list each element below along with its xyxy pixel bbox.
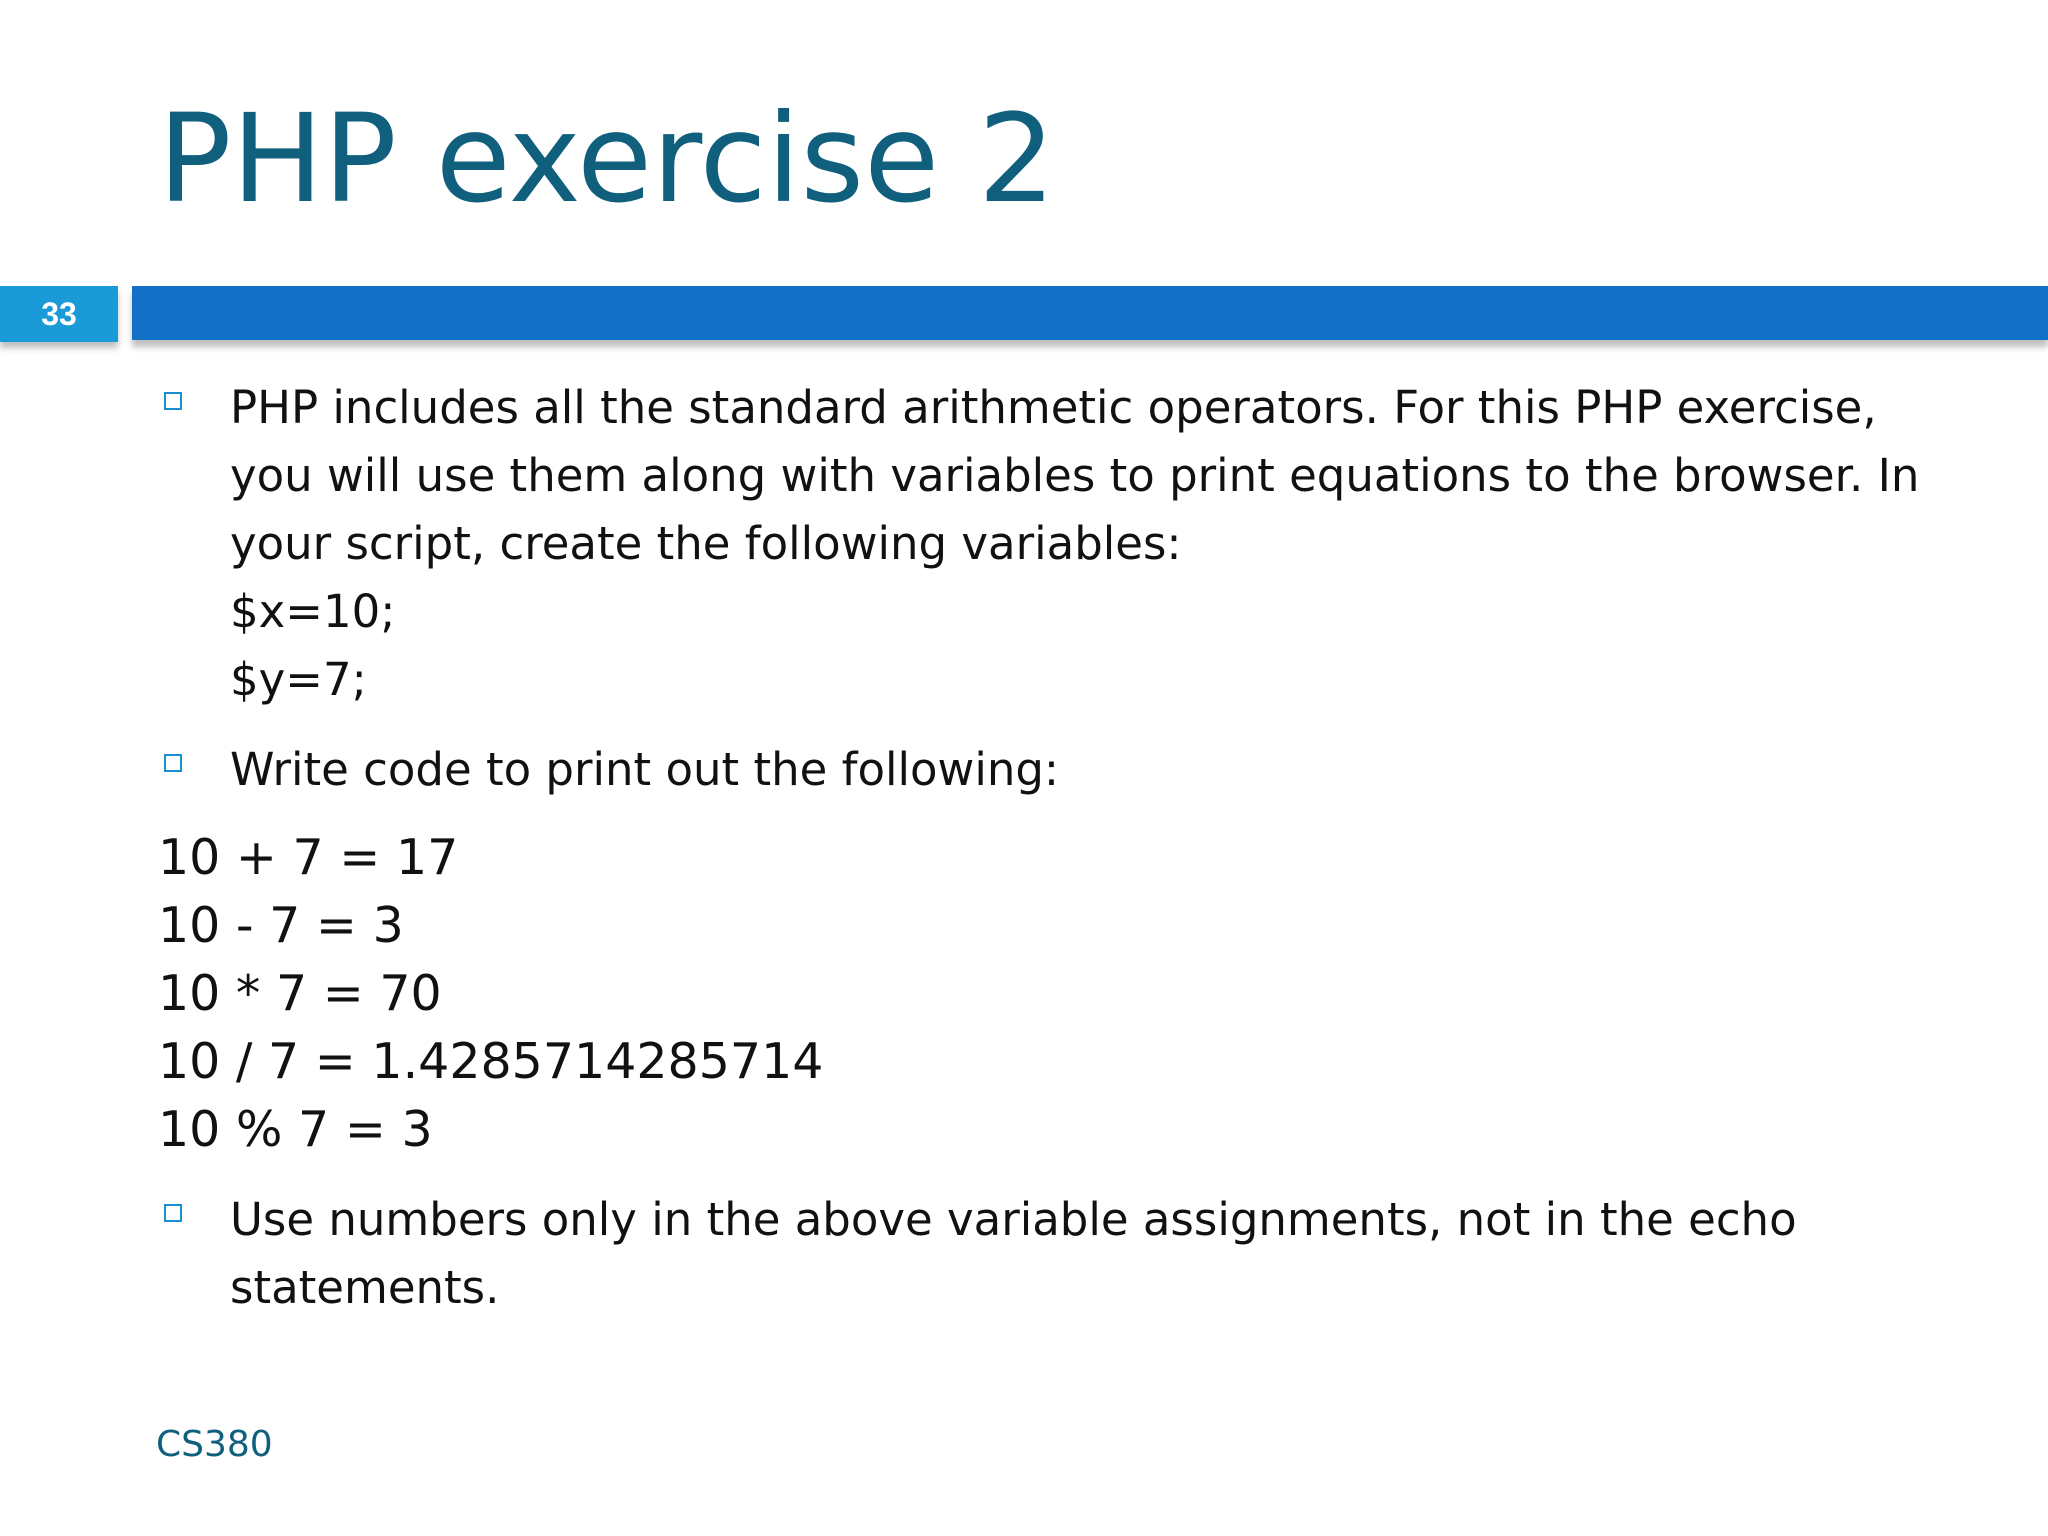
- hollow-square-bullet-icon: [164, 754, 182, 772]
- bullet-text: Write code to print out the following:: [230, 743, 1060, 796]
- bullet-text: Use numbers only in the above variable assignments, not in the echo statements.: [230, 1193, 1797, 1314]
- hollow-square-bullet-icon: [164, 392, 182, 410]
- bullet-item-constraint: [158, 1186, 1918, 1326]
- code-line-y: $y=7;: [230, 653, 367, 706]
- footer-course-code: CS380: [156, 1424, 273, 1465]
- code-line-x: $x=10;: [230, 585, 396, 638]
- output-line: 10 * 7 = 70: [158, 965, 442, 1022]
- output-line: 10 + 7 = 17: [158, 829, 459, 886]
- hollow-square-bullet-icon: [164, 1204, 182, 1222]
- slide-title: PHP exercise 2: [158, 88, 1056, 230]
- output-line: 10 % 7 = 3: [158, 1101, 433, 1158]
- bullet-item-intro: [158, 374, 1918, 714]
- output-line: 10 - 7 = 3: [158, 897, 404, 954]
- slide-number: 33: [41, 296, 77, 332]
- slide-number-badge: [0, 286, 118, 342]
- expected-output: [158, 824, 823, 1164]
- bullet-item-task: [158, 736, 1918, 806]
- output-line: 10 / 7 = 1.4285714285714: [158, 1033, 824, 1090]
- bullet-text: PHP includes all the standard arithmetic operators. For this PHP exercise, you will use them along with variables to print equations to the browser. In your script, create the following variables:: [230, 381, 1920, 570]
- title-divider-bar: [132, 286, 2048, 340]
